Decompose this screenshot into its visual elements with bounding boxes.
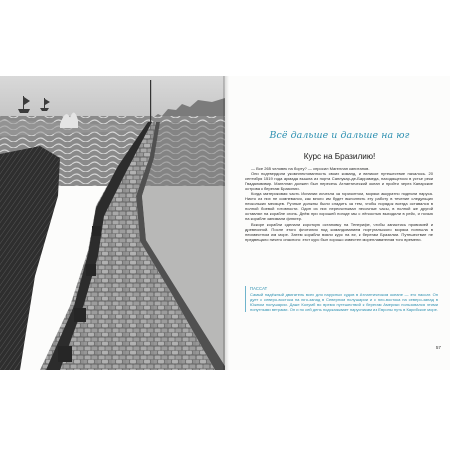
right-page — [229, 76, 450, 370]
page-number: 57 — [435, 345, 441, 350]
paragraph: Вскоре корабли сделали короткую остановку на Тенерифе, чтобы запастись провизией и древесиной. После этого флотилия под командованием португальского моряка поплыла в неизвестном им море. Затем корабли взяли курс на юг, к берегам Бразилии. Путешествие не предвещало ничего опасного: этот курс был хорошо известен мореплавателям того времени. — [245, 221, 433, 242]
wall-illustration — [0, 76, 225, 370]
sidebar-label: ПАССАТ — [250, 286, 268, 291]
section-title: Курс на Бразилию! — [303, 152, 376, 161]
sidebar-note — [245, 286, 438, 312]
paragraph: — Все 265 человек на борту? — спросил Магеллан капитанов. — [251, 166, 370, 171]
book-spread — [0, 76, 450, 370]
paragraph: Они подтвердили укомплектованность своих команд, и великое путешествие началось. 20 сентября 1519 года армада вышла из порта Санлукар-де-Баррамеда, находящегося в устье реки Гвадалквивир. Магеллан должен был пересечь Атлантический океан и пройти через Канарские острова к берегам Бразилии. — [245, 171, 433, 192]
sidebar-text: Самый надёжный двигатель всех для парусных судов в Атлантическом океане — это пассат. Он дует с северо-востока на юго-запад в Северном полушарии и с юго-востока на северо-запад в Южном полушарии. Даже Колумб во время путешествий к берегам Америки пользовался этими попутными ветрами. Он и по сей день подсказывает парусникам из Европы путь в Карибское море. — [250, 292, 438, 313]
body-text — [245, 166, 433, 242]
engraving-image — [0, 76, 225, 370]
paragraph: Когда материковая часть Испании исчезла за горизонтом, моряки аккуратно подняли паруса. Никто из них не сомневался, как много им будет выполнять эту работу в течение следующих нескольких месяцев. Ручные должны были сладить за тем, чтобы порядок всегда оставался в полной боевой готовности. Один из них пересчитывал песочные часы, в полной же другой оставлял на корабле огонь. Днём при хорошей погоде мы с лёгкостью выходили в рейс, и ночью на корабле занимали флюгер. — [245, 191, 433, 222]
chapter-title: Всё дальше и дальше на юг — [269, 130, 410, 141]
